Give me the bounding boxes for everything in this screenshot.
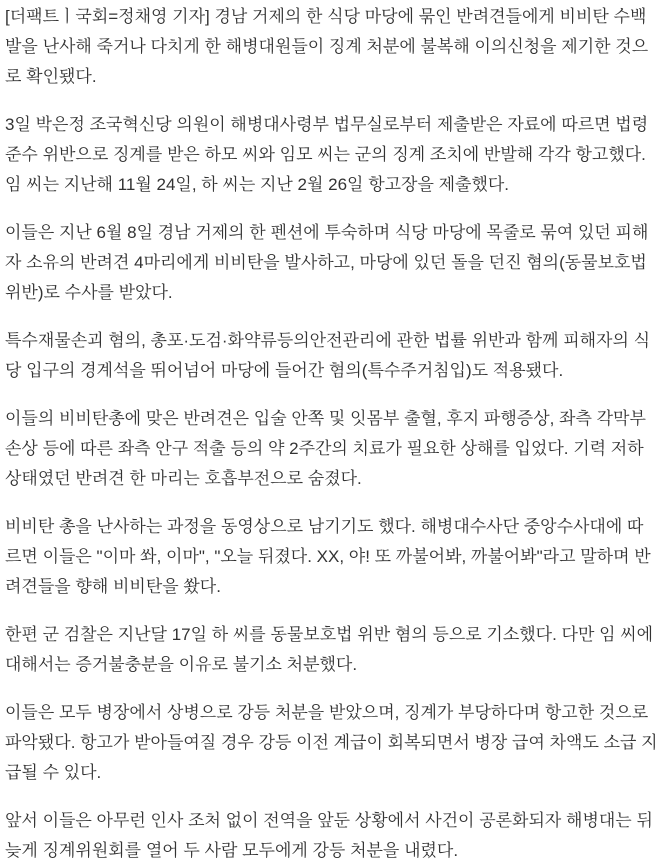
article-paragraph: 앞서 이들은 아무런 인사 조처 없이 전역을 앞둔 상황에서 사건이 공론화되자 해병대는 뒤늦게 징계위원회를 열어 두 사람 모두에게 강등 처분을 내렸다. <box>5 811 653 860</box>
article-paragraph: 이들의 비비탄총에 맞은 반려견은 입술 안쪽 및 잇몸부 출혈, 후지 파행증상, 좌측 각막부 손상 등에 따른 좌측 안구 적출 등의 약 2주간의 치료가 필요한 상해를 입었다. 기력 저하 상태였던 반려견 한 마리는 호흡부전으로 숨졌다. <box>5 409 646 488</box>
article-paragraph: 3일 박은정 조국혁신당 의원이 해병대사령부 법무실로부터 제출받은 자료에 따르면 법령준수 위반으로 징계를 받은 하모 씨와 임모 씨는 군의 징계 조치에 반발해 각각 항고했다. 임 씨는 지난해 11월 24일, 하 씨는 지난 2월 26일 항고장을 제출했다. <box>5 115 649 194</box>
article-paragraph: 한편 군 검찰은 지난달 17일 하 씨를 동물보호법 위반 혐의 등으로 기소했다. 다만 임 씨에 대해서는 증거불충분을 이유로 불기소 처분했다. <box>5 625 654 674</box>
article-paragraph-lead: [더팩트ㅣ국회=정채영 기자] 경남 거제의 한 식당 마당에 묶인 반려견들에게 비비탄 수백 발을 난사해 죽거나 다치게 한 해병대원들이 징계 처분에 불복해 이의신청을 제기한 것으로 확인됐다. <box>5 7 649 86</box>
article-paragraph: 특수재물손괴 혐의, 총포·도검·화약류등의안전관리에 관한 법률 위반과 함께 피해자의 식당 입구의 경계석을 뛰어넘어 마당에 들어간 혐의(특수주거침입)도 적용됐다. <box>5 331 651 380</box>
article-paragraph: 이들은 지난 6월 8일 경남 거제의 한 펜션에 투숙하며 식당 마당에 목줄로 묶여 있던 피해자 소유의 반려견 4마리에게 비비탄을 발사하고, 마당에 있던 돌을 던진 혐의(동물보호법 위반)로 수사를 받았다. <box>5 223 649 302</box>
article-paragraph: 비비탄 총을 난사하는 과정을 동영상으로 남기기도 했다. 해병대수사단 중앙수사대에 따르면 이들은 "이마 쏴, 이마", "오늘 뒤졌다. XX, 야! 또 까불어봐, 까불어봐"라고 말하며 반려견들을 향해 비비탄을 쐈다. <box>5 517 651 596</box>
article-paragraph: 이들은 모두 병장에서 상병으로 강등 처분을 받았으며, 징계가 부당하다며 항고한 것으로 파악됐다. 항고가 받아들여질 경우 강등 이전 계급이 회복되면서 병장 급여 차액도 소급 지급될 수 있다. <box>5 703 658 782</box>
